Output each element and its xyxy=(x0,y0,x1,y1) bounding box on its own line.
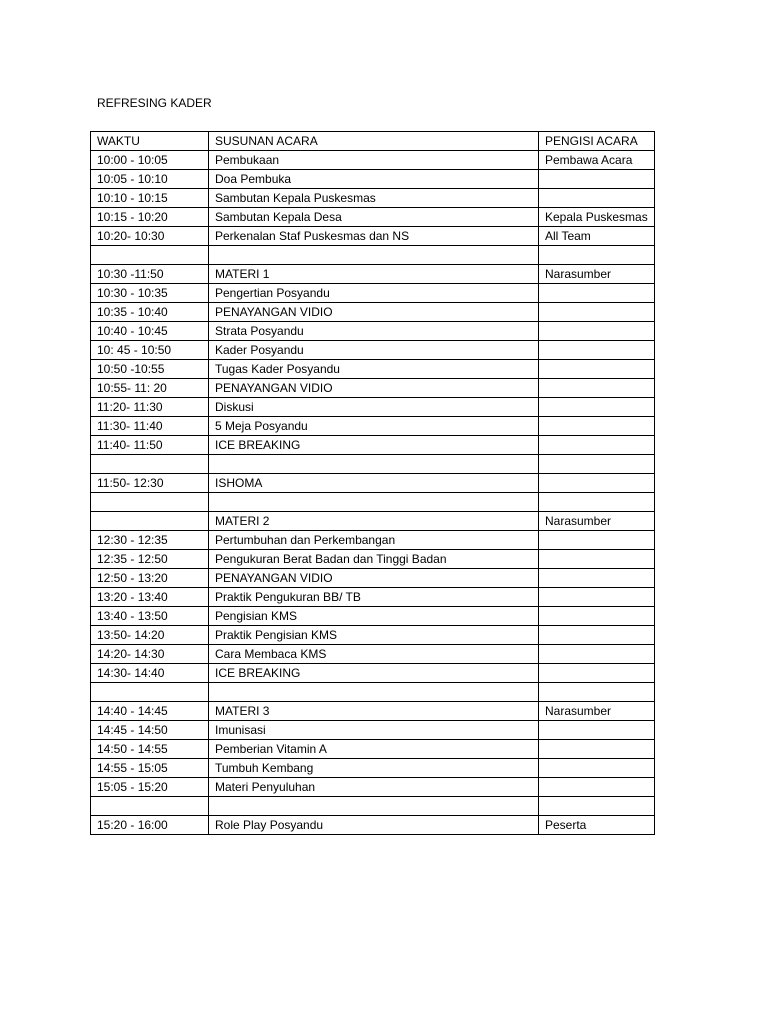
pengisi-cell xyxy=(539,740,655,759)
waktu-cell: 14:55 - 15:05 xyxy=(91,759,209,778)
pengisi-cell xyxy=(539,322,655,341)
table-row xyxy=(91,759,655,778)
pengisi-cell xyxy=(539,341,655,360)
table-row xyxy=(91,626,655,645)
acara-cell xyxy=(209,493,539,512)
table-row xyxy=(91,151,655,170)
waktu-cell: 14:20- 14:30 xyxy=(91,645,209,664)
acara-cell: Praktik Pengukuran BB/ TB xyxy=(209,588,539,607)
acara-cell: Pertumbuhan dan Perkembangan xyxy=(209,531,539,550)
acara-cell: Tumbuh Kembang xyxy=(209,759,539,778)
acara-cell: MATERI 2 xyxy=(209,512,539,531)
pengisi-cell xyxy=(539,797,655,816)
table-row xyxy=(91,721,655,740)
pengisi-cell xyxy=(539,645,655,664)
table-row xyxy=(91,170,655,189)
waktu-cell: 11:40- 11:50 xyxy=(91,436,209,455)
table-row xyxy=(91,246,655,265)
pengisi-cell xyxy=(539,436,655,455)
waktu-cell xyxy=(91,493,209,512)
table-row xyxy=(91,664,655,683)
table-row xyxy=(91,816,655,835)
pengisi-cell xyxy=(539,246,655,265)
waktu-cell: 13:40 - 13:50 xyxy=(91,607,209,626)
waktu-cell: 14:40 - 14:45 xyxy=(91,702,209,721)
waktu-cell: 12:50 - 13:20 xyxy=(91,569,209,588)
pengisi-cell xyxy=(539,607,655,626)
header-row xyxy=(91,132,655,151)
table-row xyxy=(91,778,655,797)
waktu-cell: 15:05 - 15:20 xyxy=(91,778,209,797)
waktu-cell: 13:20 - 13:40 xyxy=(91,588,209,607)
waktu-cell: 13:50- 14:20 xyxy=(91,626,209,645)
acara-cell: ISHOMA xyxy=(209,474,539,493)
pengisi-cell xyxy=(539,284,655,303)
waktu-cell: 10:15 - 10:20 xyxy=(91,208,209,227)
acara-cell: Tugas Kader Posyandu xyxy=(209,360,539,379)
table-row xyxy=(91,360,655,379)
waktu-cell: 10:00 - 10:05 xyxy=(91,151,209,170)
pengisi-cell xyxy=(539,189,655,208)
pengisi-cell xyxy=(539,626,655,645)
table-row xyxy=(91,303,655,322)
pengisi-cell: Peserta xyxy=(539,816,655,835)
pengisi-cell xyxy=(539,759,655,778)
acara-cell: 5 Meja Posyandu xyxy=(209,417,539,436)
waktu-cell: 10:40 - 10:45 xyxy=(91,322,209,341)
table-row xyxy=(91,227,655,246)
table-row xyxy=(91,379,655,398)
pengisi-cell xyxy=(539,569,655,588)
acara-cell: Sambutan Kepala Desa xyxy=(209,208,539,227)
pengisi-cell xyxy=(539,455,655,474)
pengisi-cell xyxy=(539,493,655,512)
waktu-cell: 10:50 -10:55 xyxy=(91,360,209,379)
document-title: REFRESING KADER xyxy=(97,96,212,110)
table-row xyxy=(91,417,655,436)
pengisi-cell: All Team xyxy=(539,227,655,246)
pengisi-cell: Pembawa Acara xyxy=(539,151,655,170)
acara-cell: ICE BREAKING xyxy=(209,436,539,455)
acara-cell xyxy=(209,455,539,474)
pengisi-cell xyxy=(539,588,655,607)
pengisi-cell xyxy=(539,664,655,683)
waktu-cell: 15:20 - 16:00 xyxy=(91,816,209,835)
acara-cell: Kader Posyandu xyxy=(209,341,539,360)
waktu-cell: 12:35 - 12:50 xyxy=(91,550,209,569)
schedule-body xyxy=(91,151,655,835)
acara-cell xyxy=(209,797,539,816)
table-row xyxy=(91,645,655,664)
table-row xyxy=(91,683,655,702)
acara-cell: Pemberian Vitamin A xyxy=(209,740,539,759)
acara-cell: Doa Pembuka xyxy=(209,170,539,189)
schedule-table xyxy=(90,131,655,835)
header-pengisi-acara: PENGISI ACARA xyxy=(539,132,655,151)
pengisi-cell xyxy=(539,417,655,436)
acara-cell: MATERI 3 xyxy=(209,702,539,721)
waktu-cell xyxy=(91,455,209,474)
acara-cell: Pengukuran Berat Badan dan Tinggi Badan xyxy=(209,550,539,569)
acara-cell: Pembukaan xyxy=(209,151,539,170)
waktu-cell xyxy=(91,512,209,531)
waktu-cell: 10:10 - 10:15 xyxy=(91,189,209,208)
acara-cell: Perkenalan Staf Puskesmas dan NS xyxy=(209,227,539,246)
pengisi-cell xyxy=(539,778,655,797)
acara-cell: Materi Penyuluhan xyxy=(209,778,539,797)
waktu-cell: 14:50 - 14:55 xyxy=(91,740,209,759)
table-row xyxy=(91,284,655,303)
pengisi-cell xyxy=(539,721,655,740)
acara-cell: Sambutan Kepala Puskesmas xyxy=(209,189,539,208)
pengisi-cell xyxy=(539,379,655,398)
pengisi-cell xyxy=(539,531,655,550)
table-row xyxy=(91,455,655,474)
table-row xyxy=(91,531,655,550)
table-row xyxy=(91,208,655,227)
pengisi-cell xyxy=(539,360,655,379)
header-susunan-acara: SUSUNAN ACARA xyxy=(209,132,539,151)
table-row xyxy=(91,341,655,360)
table-row xyxy=(91,398,655,417)
table-row xyxy=(91,550,655,569)
header-waktu: WAKTU xyxy=(91,132,209,151)
acara-cell: PENAYANGAN VIDIO xyxy=(209,569,539,588)
waktu-cell: 10:35 - 10:40 xyxy=(91,303,209,322)
table-row xyxy=(91,797,655,816)
table-row xyxy=(91,436,655,455)
table-row xyxy=(91,493,655,512)
acara-cell: Cara Membaca KMS xyxy=(209,645,539,664)
acara-cell: Pengertian Posyandu xyxy=(209,284,539,303)
table-row xyxy=(91,474,655,493)
acara-cell: Praktik Pengisian KMS xyxy=(209,626,539,645)
pengisi-cell xyxy=(539,683,655,702)
waktu-cell: 11:20- 11:30 xyxy=(91,398,209,417)
table-row xyxy=(91,607,655,626)
waktu-cell xyxy=(91,246,209,265)
table-row xyxy=(91,588,655,607)
table-row xyxy=(91,702,655,721)
acara-cell: PENAYANGAN VIDIO xyxy=(209,303,539,322)
pengisi-cell: Kepala Puskesmas xyxy=(539,208,655,227)
table-row xyxy=(91,189,655,208)
waktu-cell: 10:05 - 10:10 xyxy=(91,170,209,189)
table-row xyxy=(91,322,655,341)
pengisi-cell: Narasumber xyxy=(539,702,655,721)
acara-cell: Role Play Posyandu xyxy=(209,816,539,835)
acara-cell: Strata Posyandu xyxy=(209,322,539,341)
waktu-cell xyxy=(91,797,209,816)
waktu-cell: 10:30 -11:50 xyxy=(91,265,209,284)
acara-cell: Pengisian KMS xyxy=(209,607,539,626)
pengisi-cell xyxy=(539,303,655,322)
waktu-cell: 14:30- 14:40 xyxy=(91,664,209,683)
pengisi-cell xyxy=(539,474,655,493)
acara-cell: PENAYANGAN VIDIO xyxy=(209,379,539,398)
waktu-cell: 14:45 - 14:50 xyxy=(91,721,209,740)
waktu-cell: 10: 45 - 10:50 xyxy=(91,341,209,360)
pengisi-cell xyxy=(539,550,655,569)
acara-cell: ICE BREAKING xyxy=(209,664,539,683)
waktu-cell: 12:30 - 12:35 xyxy=(91,531,209,550)
waktu-cell xyxy=(91,683,209,702)
waktu-cell: 11:50- 12:30 xyxy=(91,474,209,493)
acara-cell: MATERI 1 xyxy=(209,265,539,284)
waktu-cell: 10:55- 11: 20 xyxy=(91,379,209,398)
pengisi-cell xyxy=(539,170,655,189)
acara-cell: Imunisasi xyxy=(209,721,539,740)
pengisi-cell xyxy=(539,398,655,417)
waktu-cell: 10:30 - 10:35 xyxy=(91,284,209,303)
table-row xyxy=(91,740,655,759)
table-row xyxy=(91,265,655,284)
table-row xyxy=(91,569,655,588)
pengisi-cell: Narasumber xyxy=(539,512,655,531)
waktu-cell: 11:30- 11:40 xyxy=(91,417,209,436)
table-row xyxy=(91,512,655,531)
pengisi-cell: Narasumber xyxy=(539,265,655,284)
waktu-cell: 10:20- 10:30 xyxy=(91,227,209,246)
acara-cell xyxy=(209,683,539,702)
acara-cell xyxy=(209,246,539,265)
acara-cell: Diskusi xyxy=(209,398,539,417)
